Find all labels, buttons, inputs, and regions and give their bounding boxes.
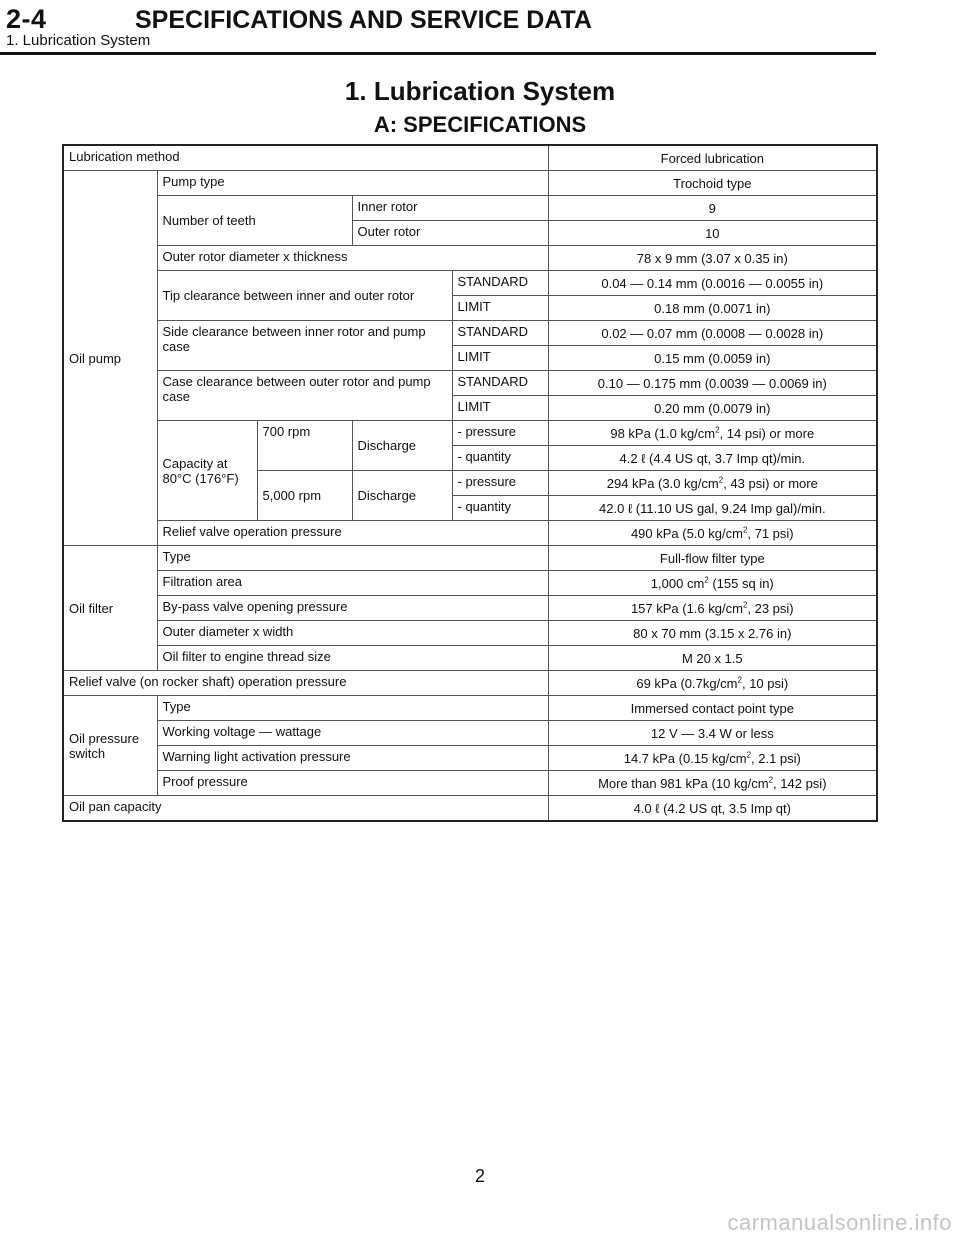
label-cell: Lubrication method [63,145,548,171]
label-cell: - pressure [452,421,548,446]
watermark: carmanualsonline.info [727,1210,952,1235]
value-cell: 78 x 9 mm (3.07 x 0.35 in) [548,246,877,271]
value-cell: 69 kPa ($0.7kg/cm^2$, 10 psi) [548,671,877,696]
header-rule [0,52,876,55]
label-cell: Number of teeth [157,196,352,246]
label-cell: Filtration area [157,571,548,596]
value-cell: 0.10 — 0.175 mm (0.0039 — 0.0069 in) [548,371,877,396]
label-cell: STANDARD [452,271,548,296]
label-cell: Discharge [352,421,452,471]
label-cell: Type [157,696,548,721]
value-cell: 98 kPa (1.0 $kg/cm^2$, 14 psi) or more [548,421,877,446]
value-cell: 0.18 mm (0.0071 in) [548,296,877,321]
label-cell: Case clearance between outer rotor and pump case [157,371,452,421]
value-cell: 14.7 kPa (0.15 $kg/cm^2$, 2.1 psi) [548,746,877,771]
value-cell: 10 [548,221,877,246]
section-title: A: SPECIFICATIONS [373,112,587,137]
value-cell: Full-flow filter type [548,546,877,571]
label-cell: - pressure [452,471,548,496]
table-row [63,521,877,546]
value-cell: 157 kPa (1.6 $kg/cm^2$, 23 psi) [548,596,877,621]
table-row [63,271,877,296]
label-cell: STANDARD [452,321,548,346]
value-cell: 0.02 — 0.07 mm (0.0008 — 0.0028 in) [548,321,877,346]
label-cell: Outer diameter x width [157,621,548,646]
label-cell: Oil filter to engine thread size [157,646,548,671]
label-cell: Inner rotor [352,196,548,221]
section-number: 2-4 [6,4,47,34]
label-cell: Outer rotor [352,221,548,246]
label-cell: LIMIT [452,296,548,321]
label-cell: Warning light activation pressure [157,746,548,771]
label-cell: By-pass valve opening pressure [157,596,548,621]
table-row [63,371,877,396]
label-cell: Outer rotor diameter x thickness [157,246,548,271]
label-cell: Relief valve operation pressure [157,521,548,546]
table-row [63,646,877,671]
label-cell: Discharge [352,471,452,521]
table-row [63,321,877,346]
group-cell-oil-pressure-switch: Oil pressure switch [63,696,157,796]
specifications-table [62,144,878,822]
value-cell: Forced lubrication [548,145,877,171]
label-cell: LIMIT [452,346,548,371]
table-row [63,671,877,696]
label-cell: 700 rpm [257,421,352,471]
value-cell: 0.20 mm (0.0079 in) [548,396,877,421]
group-cell-oil-filter: Oil filter [63,546,157,671]
label-cell: Tip clearance between inner and outer rotor [157,271,452,321]
value-cell: 294 kPa (3.0 $kg/cm^2$, 43 psi) or more [548,471,877,496]
label-cell: STANDARD [452,371,548,396]
table-row [63,796,877,822]
value-cell: More than 981 kPa (10 $kg/cm^2$, 142 psi) [548,771,877,796]
table-row [63,621,877,646]
page-number: 2 [474,1166,485,1186]
value-cell: 80 x 70 mm (3.15 x 2.76 in) [548,621,877,646]
table-row [63,721,877,746]
value-cell: 490 kPa (5.0 $kg/cm^2$, 71 psi) [548,521,877,546]
table-row [63,571,877,596]
table-row [63,771,877,796]
table-row [63,596,877,621]
value-cell: 4.0 ℓ (4.2 US qt, 3.5 Imp qt) [548,796,877,822]
label-cell: Capacity at 80°C (176°F) [157,421,257,521]
table-row [63,546,877,571]
label-cell: Proof pressure [157,771,548,796]
page-title: 1. Lubrication System [344,76,616,106]
label-cell: Type [157,546,548,571]
table-row [63,171,877,196]
value-cell: 1,000 $cm^2$ (155 sq in) [548,571,877,596]
value-cell: Trochoid type [548,171,877,196]
label-cell: Pump type [157,171,548,196]
table-row [63,246,877,271]
value-cell: M 20 x 1.5 [548,646,877,671]
label-cell: - quantity [452,496,548,521]
value-cell: 4.2 ℓ (4.4 US qt, 3.7 Imp qt)/min. [548,446,877,471]
label-cell: Relief valve (on rocker shaft) operation pressure [63,671,548,696]
value-cell: 12 V — 3.4 W or less [548,721,877,746]
value-cell: 0.04 — 0.14 mm (0.0016 — 0.0055 in) [548,271,877,296]
table-row [63,196,877,221]
label-cell: Side clearance between inner rotor and pump case [157,321,452,371]
header-subtitle: 1. Lubrication System [6,32,151,49]
value-cell: 42.0 ℓ (11.10 US gal, 9.24 Imp gal)/min. [548,496,877,521]
label-cell: Working voltage — wattage [157,721,548,746]
table-row [63,145,877,171]
label-cell: - quantity [452,446,548,471]
header-title: SPECIFICATIONS AND SERVICE DATA [135,6,592,34]
label-cell: LIMIT [452,396,548,421]
value-cell: 9 [548,196,877,221]
table-row [63,746,877,771]
label-cell: Oil pan capacity [63,796,548,822]
table-row [63,696,877,721]
label-cell: 5,000 rpm [257,471,352,521]
value-cell: 0.15 mm (0.0059 in) [548,346,877,371]
table-row [63,421,877,446]
value-cell: Immersed contact point type [548,696,877,721]
group-cell-oil-pump: Oil pump [63,171,157,546]
